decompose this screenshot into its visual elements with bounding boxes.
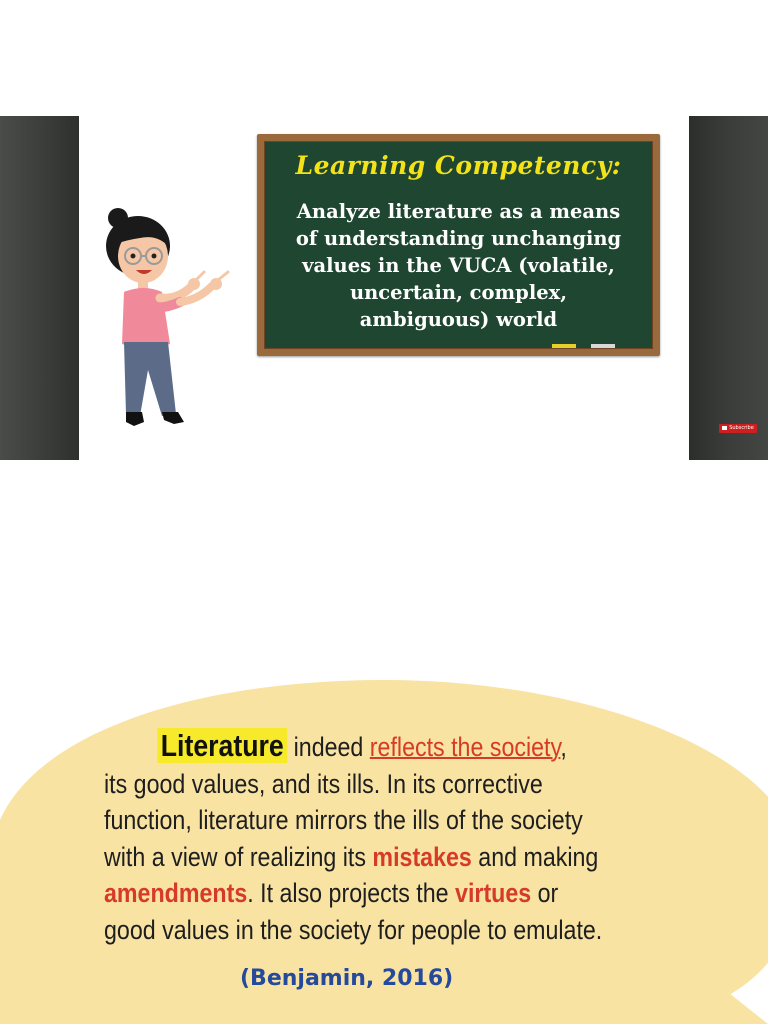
- quote-text: and making: [471, 841, 599, 872]
- left-pillarbox: [0, 116, 79, 460]
- board-line: ambiguous) world: [359, 308, 558, 331]
- board-line: Analyze literature as a means: [296, 200, 621, 223]
- board-line: uncertain, complex,: [349, 281, 568, 304]
- quote-text: with a view of realizing its: [104, 841, 373, 872]
- subscribe-button[interactable]: [719, 424, 757, 433]
- board-text: [278, 198, 639, 333]
- board-title: Learning Competency:: [295, 151, 622, 180]
- board-line: of understanding unchanging: [295, 227, 622, 250]
- youtube-play-icon: [722, 426, 727, 430]
- citation: (Benjamin, 2016): [240, 966, 454, 991]
- quote-line-3: function, literature mirrors the ills of the society: [104, 805, 583, 835]
- quote-text: indeed: [287, 732, 370, 762]
- chalkboard: [257, 134, 660, 356]
- video-frame: [0, 116, 768, 460]
- quote-line-2: its good values, and its ills. In its corrective: [104, 768, 543, 799]
- yellow-chalk: [552, 344, 576, 348]
- mistakes-word: mistakes: [372, 841, 472, 872]
- quote-line-6: good values in the society for people to emulate.: [104, 914, 603, 945]
- amendments-word: amendments: [104, 878, 248, 908]
- quote-line-4: [104, 839, 599, 876]
- subscribe-label: Subscribe: [729, 425, 754, 431]
- quote-line-1: [104, 728, 586, 766]
- quote-text: . It also projects the: [247, 878, 456, 908]
- quote-text: or: [531, 878, 559, 908]
- quote-bubble: [0, 640, 768, 1024]
- right-pillarbox: [689, 116, 768, 460]
- quote-paragraph: [104, 728, 603, 948]
- reflects-society-phrase: reflects the society: [369, 732, 561, 762]
- quote-text: ,: [560, 732, 567, 762]
- board-line: values in the VUCA (volatile,: [302, 254, 615, 277]
- white-chalk: [591, 344, 615, 348]
- quote-line-5: [104, 875, 586, 912]
- virtues-word: virtues: [455, 878, 532, 908]
- teacher-illustration: [96, 204, 238, 444]
- highlight-literature: Literature: [157, 728, 287, 763]
